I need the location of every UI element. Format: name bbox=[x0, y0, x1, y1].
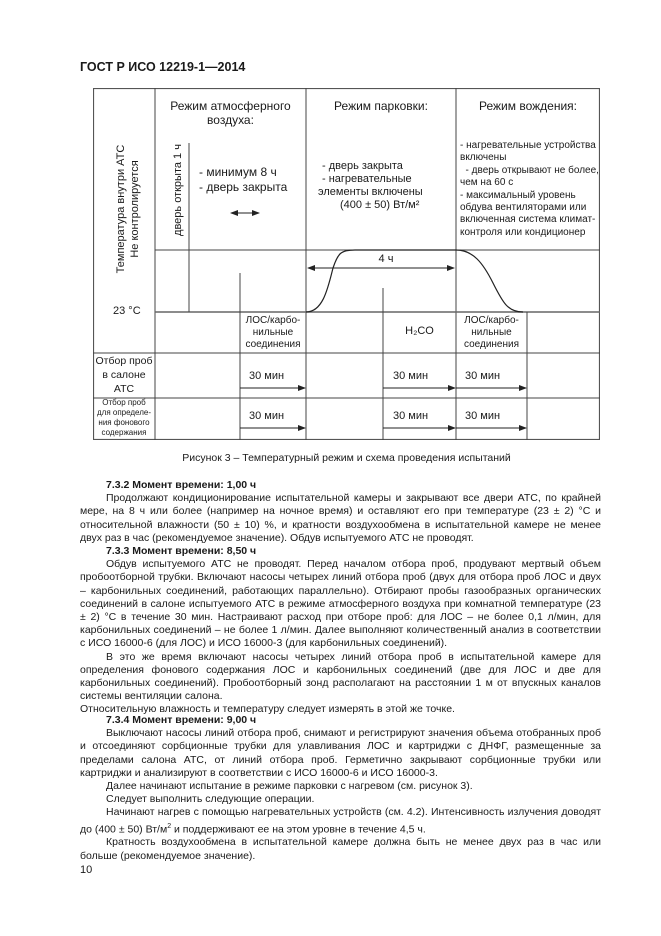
interval-background-2: 30 мин bbox=[393, 410, 429, 422]
heading-7-3-4: 7.3.4 Момент времени: 9,00 ч bbox=[106, 714, 257, 726]
driving-bullet-3: - дверь открывают не более, bbox=[460, 165, 599, 176]
row-cabin-line3: АТС bbox=[113, 383, 135, 395]
temp-label-23c: 23 °C bbox=[113, 305, 141, 317]
mode-driving-title: Режим вождения: bbox=[479, 99, 577, 113]
paragraph-7-3-4-5: Кратность воздухообмена в испытательной камере должна быть не менее двух раз в час или больше (рекомендуемое значение). bbox=[80, 836, 601, 862]
document-header: ГОСТ Р ИСО 12219-1—2014 bbox=[80, 60, 246, 74]
driving-bullet-6: обдува вентиляторами или bbox=[460, 202, 587, 213]
sample-formaldehyde: H₂CO bbox=[405, 325, 434, 337]
driving-bullet-2: включены bbox=[460, 152, 507, 163]
section-7-3-2 bbox=[80, 479, 601, 545]
unit-superscript: 2 bbox=[167, 822, 172, 830]
sample-voc-2-line3: соединения bbox=[463, 339, 520, 350]
atmospheric-bullet-1: - минимум 8 ч bbox=[199, 165, 277, 179]
sample-voc-1-line1: ЛОС/карбо- bbox=[245, 315, 301, 326]
door-open-label: дверь открыта 1 ч bbox=[172, 144, 184, 236]
section-7-3-4 bbox=[80, 714, 601, 863]
driving-bullet-5: - максимальный уровень bbox=[460, 190, 576, 201]
section-7-3-3 bbox=[80, 545, 601, 717]
figure-caption: Рисунок 3 – Температурный режим и схема проведения испытаний bbox=[182, 452, 511, 464]
paragraph-7-3-3-1: Обдув испытуемого АТС не проводят. Перед началом отбора проб, продувают мертвый объем пробоотборной трубки. Включают насосы четырех линий отбора проб (двух для отбора проб ЛОС и двух – карбонильных соединений, работающих параллельно). Отбирают пробы газообразных органических соединений в салоне испытуемого АТС в режиме атмосферного воздуха при комнатной температуре (23 ± 2) °С в течение 30 мин. Настраивают расход при отборе проб: для ЛОС – не более 0,1 л/мин, для карбонильных соединений – не более 1 л/мин. Далее выполняют количественный анализ в соответствии с ИСО 16000-6 (для ЛОС) и ИСО 16000-3 (для карбонильных соединений). bbox=[80, 558, 601, 650]
atmospheric-bullet-2: - дверь закрыта bbox=[199, 180, 288, 194]
y-axis-label-uncontrolled: Не контролируется bbox=[129, 160, 141, 258]
row-background-line3: ния фонового bbox=[98, 418, 150, 427]
y-axis-label-temperature: Температура внутри АТС bbox=[115, 144, 127, 274]
heading-7-3-3: 7.3.3 Момент времени: 8,50 ч bbox=[106, 545, 257, 557]
paragraph-7-3-4-4b: и поддерживают ее на этом уровне в течение 4,5 ч. bbox=[171, 823, 426, 836]
mode-parking-title: Режим парковки: bbox=[334, 99, 428, 113]
row-background-line4: содержания bbox=[101, 428, 147, 437]
paragraph-7-3-4-2: Далее начинают испытание в режиме парковки с нагревом (см. рисунок 3). bbox=[106, 780, 473, 793]
driving-bullet-1: - нагревательные устройства bbox=[460, 140, 596, 151]
interval-cabin-2: 30 мин bbox=[393, 370, 429, 382]
figure-temperature-scheme bbox=[93, 88, 600, 440]
sample-voc-2-line2: нильные bbox=[471, 327, 512, 338]
parking-bullet-1: - дверь закрыта bbox=[322, 160, 403, 172]
parking-bullet-3: элементы включены bbox=[318, 186, 423, 198]
interval-cabin-1: 30 мин bbox=[249, 370, 285, 382]
paragraph-7-3-2: Продолжают кондиционирование испытательной камеры и закрывают все двери АТС, по крайней мере, на 8 ч или более (например на ночное время) и оставляют его при температуре (23 ± 2) °С и относительной влажности (50 ± 10) %, и кратности воздухообмена в испытательной камере не менее двух раз в час (рекомендуемое значение). Обдув испытуемого АТС не проводят. bbox=[80, 492, 601, 544]
parking-bullet-4: (400 ± 50) Вт/м² bbox=[340, 199, 420, 211]
duration-4h-label: 4 ч bbox=[378, 253, 394, 265]
driving-bullet-8: контроля или кондиционер bbox=[460, 227, 586, 238]
heading-7-3-2: 7.3.2 Момент времени: 1,00 ч bbox=[106, 479, 257, 491]
row-cabin-line2: в салоне bbox=[102, 369, 146, 381]
paragraph-7-3-4-4a: Начинают нагрев с помощью нагревательных устройств (см. 4.2). Интенсивность излучения доводят до (400 ± 50) Вт/м bbox=[80, 806, 601, 836]
sample-voc-1-line3: соединения bbox=[245, 339, 301, 350]
driving-bullet-4: чем на 60 с bbox=[460, 177, 514, 188]
row-background-line1: Отбор проб bbox=[102, 398, 146, 407]
interval-background-3: 30 мин bbox=[465, 410, 501, 422]
paragraph-7-3-3-3: Относительную влажность и температуру следует измерять в этой же точке. bbox=[80, 703, 455, 716]
parking-bullet-2: - нагревательные bbox=[322, 173, 412, 185]
sample-voc-1-line2: нильные bbox=[252, 327, 294, 338]
row-background-line2: для определе- bbox=[96, 408, 152, 417]
paragraph-7-3-4-3: Следует выполнить следующие операции. bbox=[106, 793, 315, 806]
page-number: 10 bbox=[80, 864, 93, 876]
interval-cabin-3: 30 мин bbox=[465, 370, 501, 382]
interval-background-1: 30 мин bbox=[249, 410, 285, 422]
mode-atmospheric-title: Режим атмосферного bbox=[170, 99, 291, 113]
paragraph-7-3-3-2: В это же время включают насосы четырех линий отбора проб в испытательной камере для определения фонового содержания ЛОС и карбонильных соединений (две для ЛОС и две для карбонильных соединений). Пробоотборный зонд располагают на расстоянии 1 м от впускных каналов системы вентиляции салона. bbox=[80, 650, 601, 703]
driving-bullet-7: включенная система климат- bbox=[460, 214, 596, 225]
paragraph-7-3-4-4 bbox=[80, 806, 601, 836]
sample-voc-2-line1: ЛОС/карбо- bbox=[464, 315, 519, 326]
paragraph-7-3-4-1: Выключают насосы линий отбора проб, снимают и регистрируют значения объема отобранных проб и отсоединяют сорбционные трубки для улавливания ЛОС и картриджи с ДНФГ, размещенные за пределами салона АТС, от линий отбора проб. Герметично закрывают сорбционные трубки или картриджи и анализируют в соответствии с ИСО 16000-6 и ИСО 16000-3. bbox=[80, 727, 601, 779]
mode-atmospheric-title-2: воздуха: bbox=[207, 113, 254, 127]
row-cabin-line1: Отбор проб bbox=[95, 355, 153, 367]
